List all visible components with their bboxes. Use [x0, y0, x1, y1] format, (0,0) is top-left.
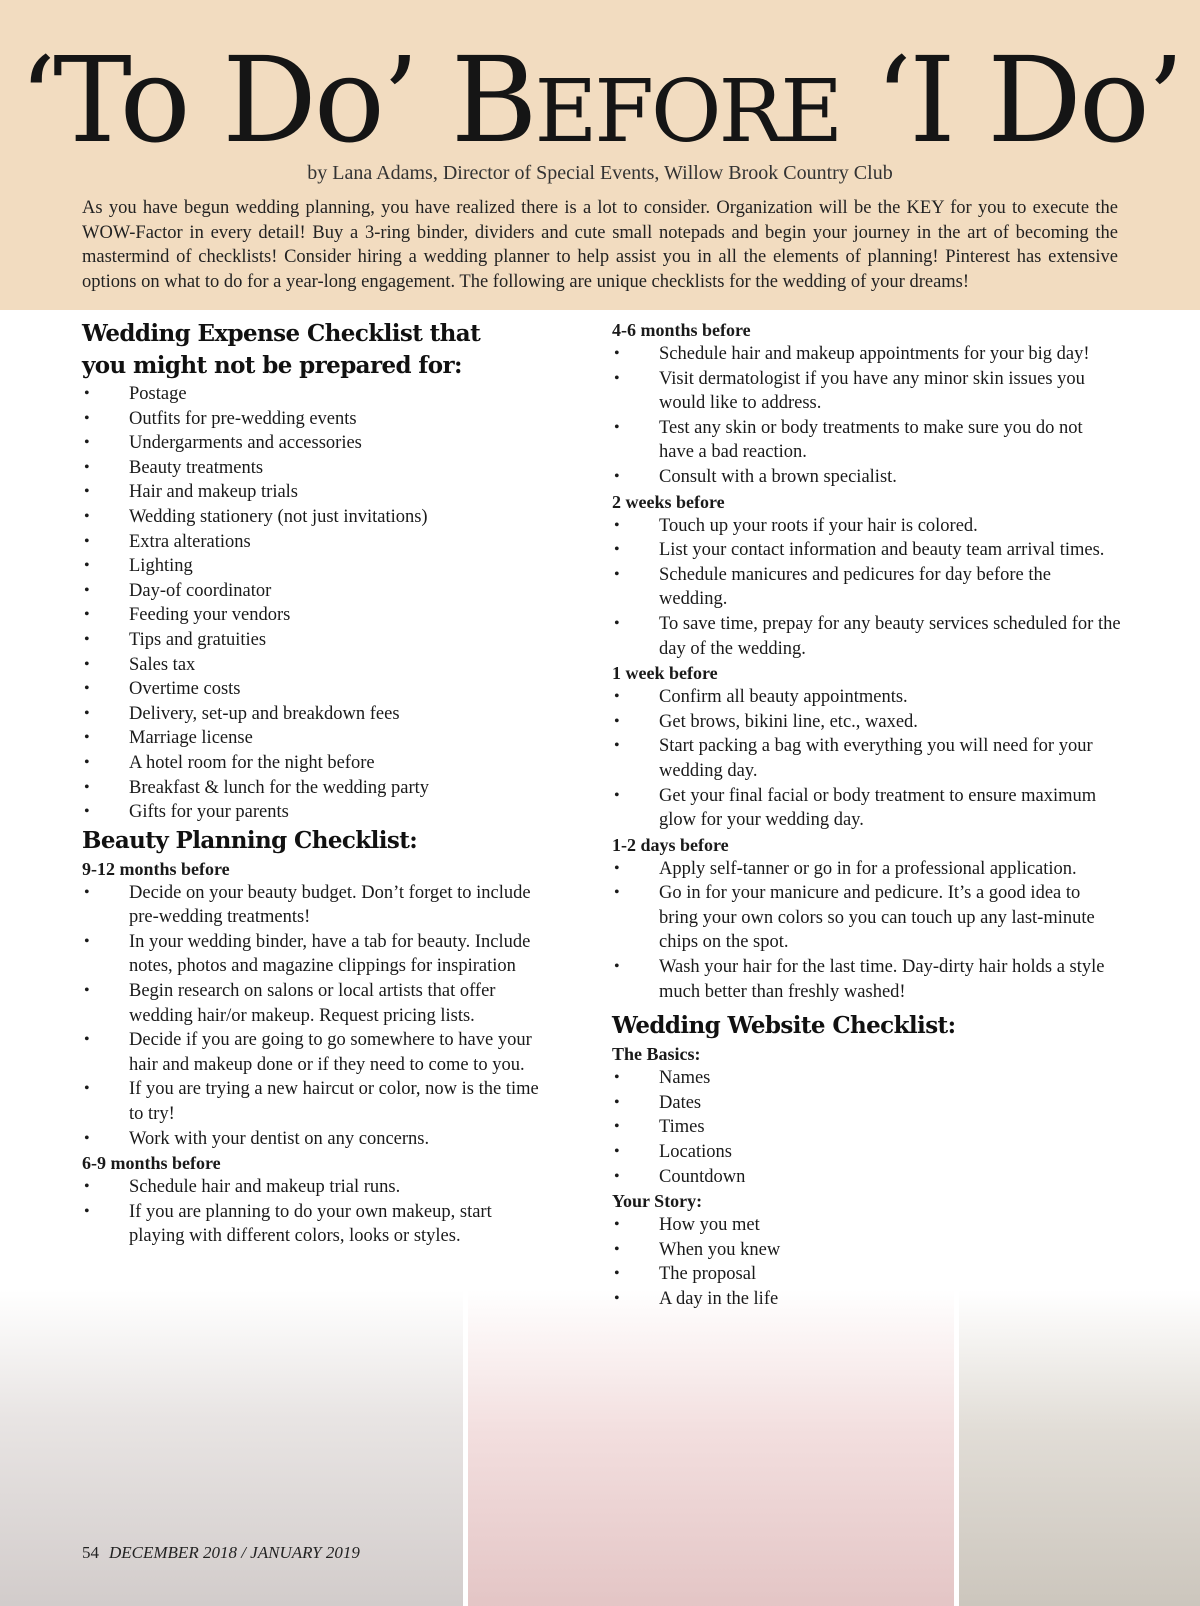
- list-item: • When you knew: [612, 1238, 1122, 1263]
- list-item: • Hair and makeup trials: [82, 480, 542, 505]
- list-item: • Go in for your manicure and pedicure. It’s a good idea to bring your own colors so you can touch up any last-minute chips on the spot.: [612, 881, 1122, 955]
- list-item: • Begin research on salons or local artists that offer wedding hair/or makeup. Request pricing lists.: [82, 979, 542, 1028]
- photo-rings: [959, 1290, 1200, 1606]
- list-item: • Day-of coordinator: [82, 579, 542, 604]
- list-item: • A hotel room for the night before: [82, 751, 542, 776]
- beauty-list-1-2-days: [612, 857, 1122, 1005]
- list-item: • Undergarments and accessories: [82, 431, 542, 456]
- list-item: • Extra alterations: [82, 530, 542, 555]
- list-item: • Times: [612, 1115, 1122, 1140]
- byline: by Lana Adams, Director of Special Events, Willow Brook Country Club: [307, 162, 893, 184]
- list-item: • Gifts for your parents: [82, 800, 542, 825]
- list-item: • Schedule hair and makeup appointments for your big day!: [612, 342, 1122, 367]
- list-item: • Marriage license: [82, 726, 542, 751]
- list-item: • Touch up your roots if your hair is colored.: [612, 514, 1122, 539]
- beauty-list-2-weeks: [612, 514, 1122, 662]
- list-item: • Countdown: [612, 1165, 1122, 1190]
- expense-heading-line: Wedding Expense Checklist that: [82, 320, 481, 347]
- list-item: • Get brows, bikini line, etc., waxed.: [612, 710, 1122, 735]
- title-part: ‘I Do’: [840, 31, 1182, 169]
- section-label: 1 week before: [612, 663, 718, 684]
- title-part: EFORE: [534, 62, 841, 162]
- list-item: • Decide on your beauty budget. Don’t forget to include pre-wedding treatments!: [82, 881, 542, 930]
- list-item: • Lighting: [82, 554, 542, 579]
- expense-heading: [82, 318, 542, 382]
- section-label: The Basics:: [612, 1044, 701, 1065]
- list-item: • Wedding stationery (not just invitations): [82, 505, 542, 530]
- list-item: • Feeding your vendors: [82, 603, 542, 628]
- list-item: • How you met: [612, 1213, 1122, 1238]
- list-item: • Decide if you are going to go somewhere to have your hair and makeup done or if they need to come to you.: [82, 1028, 542, 1077]
- section-label: 4-6 months before: [612, 320, 751, 340]
- list-item: • Test any skin or body treatments to make sure you do not have a bad reaction.: [612, 416, 1122, 465]
- beauty-list-6-9: [82, 1175, 542, 1249]
- beauty-list-9-12: [82, 881, 542, 1152]
- list-item: • Apply self-tanner or go in for a professional application.: [612, 857, 1122, 882]
- list-item: • If you are planning to do your own makeup, start playing with different colors, looks or styles.: [82, 1200, 542, 1249]
- expense-heading-line: you might not be prepared for:: [82, 352, 462, 379]
- website-heading: Wedding Website Checklist:: [612, 1012, 956, 1040]
- list-item: • Schedule manicures and pedicures for day before the wedding.: [612, 563, 1122, 612]
- list-item: • Sales tax: [82, 653, 542, 678]
- list-item: • Postage: [82, 382, 542, 407]
- list-item: • Dates: [612, 1091, 1122, 1116]
- list-item: • Overtime costs: [82, 677, 542, 702]
- list-item: • Consult with a brown specialist.: [612, 465, 1122, 490]
- beauty-list-1-week: [612, 685, 1122, 833]
- right-column: [612, 318, 1122, 1312]
- website-basics-list: [612, 1066, 1122, 1189]
- section-label: 2 weeks before: [612, 491, 725, 512]
- section-label: 6-9 months before: [82, 1153, 221, 1174]
- list-item: • Get your final facial or body treatment to ensure maximum glow for your wedding day.: [612, 784, 1122, 833]
- list-item: • Breakfast & lunch for the wedding party: [82, 776, 542, 801]
- list-item: • Locations: [612, 1140, 1122, 1165]
- list-item: • Start packing a bag with everything you will need for your wedding day.: [612, 734, 1122, 783]
- list-item: • Delivery, set-up and breakdown fees: [82, 702, 542, 727]
- page-title: [0, 30, 1200, 182]
- photo-bride: [468, 1290, 954, 1606]
- list-item: • Schedule hair and makeup trial runs.: [82, 1175, 542, 1200]
- list-item: • In your wedding binder, have a tab for beauty. Include notes, photos and magazine clippings for inspiration: [82, 930, 542, 979]
- list-item: • A day in the life: [612, 1287, 1122, 1312]
- section-label: 1-2 days before: [612, 834, 729, 855]
- page-number: 54: [82, 1543, 99, 1562]
- left-column: [82, 318, 542, 1249]
- list-item: • List your contact information and beauty team arrival times.: [612, 538, 1122, 563]
- list-item: • Tips and gratuities: [82, 628, 542, 653]
- list-item: • Confirm all beauty appointments.: [612, 685, 1122, 710]
- list-item: • Names: [612, 1066, 1122, 1091]
- list-item: • Outfits for pre-wedding events: [82, 407, 542, 432]
- page-footer: [82, 1543, 360, 1563]
- website-story-list: [612, 1213, 1122, 1311]
- title-part: B: [450, 31, 535, 169]
- list-item: • Work with your dentist on any concerns.: [82, 1127, 542, 1152]
- title-part: ‘To Do’: [18, 31, 451, 169]
- list-item: • If you are trying a new haircut or color, now is the time to try!: [82, 1077, 542, 1126]
- list-item: • Beauty treatments: [82, 456, 542, 481]
- intro-paragraph: As you have begun wedding planning, you have realized there is a lot to consider. Organization will be the KEY for you to execute the WOW-Factor in every detail! Buy a 3-ring binder, dividers and cute small notepads and begin your journey in the art of becoming the mastermind of checklists! Consider hiring a wedding planner to help assist you in all the elements of planning! Pinterest has extensive options on what to do for a year-long engagement. The following are unique checklists for the wedding of your dreams!: [82, 198, 1118, 292]
- list-item: • Wash your hair for the last time. Day-dirty hair holds a style much better than freshly washed!: [612, 955, 1122, 1004]
- list-item: • The proposal: [612, 1262, 1122, 1287]
- section-label: Your Story:: [612, 1191, 703, 1212]
- list-item: • Visit dermatologist if you have any minor skin issues you would like to address.: [612, 367, 1122, 416]
- issue-date: DECEMBER 2018 / JANUARY 2019: [109, 1543, 360, 1562]
- section-label: 9-12 months before: [82, 858, 230, 879]
- beauty-list-4-6: [612, 342, 1122, 490]
- beauty-heading: Beauty Planning Checklist:: [82, 826, 418, 854]
- list-item: • To save time, prepay for any beauty services scheduled for the day of the wedding.: [612, 612, 1122, 661]
- expense-list: [82, 382, 542, 825]
